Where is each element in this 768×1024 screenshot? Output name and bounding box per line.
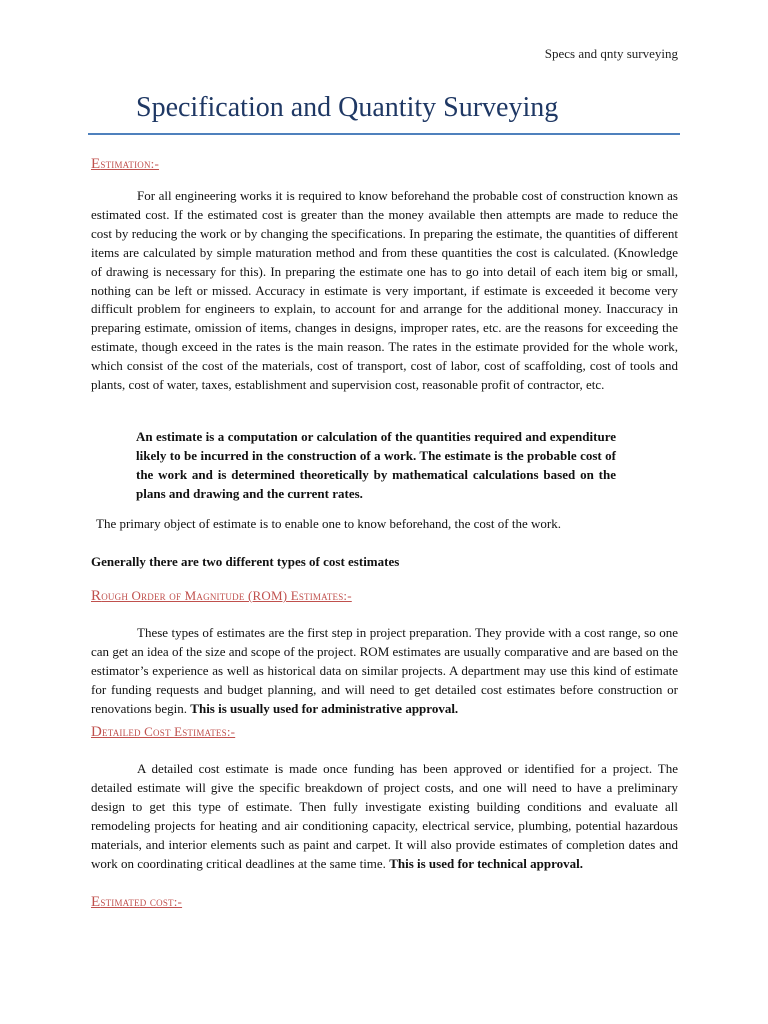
detailed-approval-note: This is used for technical approval. (389, 855, 584, 871)
section-heading-detailed (91, 724, 235, 741)
rom-paragraph-text: These types of estimates are the first step in project preparation. They provide with a cost range, so one can get an idea of the size and scope of the project. ROM estimates are usually comparative and are based on the estimator’s experience as well as historical data on similar projects. A department may use this kind of estimate for funding requests and budget planning, and will need to get detailed cost estimates before construction or renovations begin. (91, 625, 678, 716)
estimation-paragraph: For all engineering works it is required to know beforehand the probable cost of construction known as estimated cost. If the estimated cost is greater than the money available then attempts are made to reduce the cost by reducing the work or by changing the specifications. In preparing the estimate, the quantities of different items are calculated by simple maturation method and from these quantities the cost is calculated. (Knowledge of drawing is necessary for this). In preparing the estimate one has to go into detail of each item big or small, nothing can be left or missed. Accuracy in estimate is very important, if estimate is exceeded it become very difficult problem for engineers to explain, to account for and arrange for the additional money. Inaccuracy in preparing estimate, omission of items, changes in designs, improper rates, etc. are the reasons for exceeding the estimate, though exceed in the rates is the main reason. The rates in the estimate provided for the whole work, which consist of the cost of the materials, cost of transport, cost of labor, cost of scaffolding, cost of tools and plants, cost of water, taxes, establishment and supervision cost, reasonable profit of contractor, etc. (91, 188, 678, 393)
rom-approval-note: This is usually used for administrative approval. (190, 700, 459, 716)
heading-text: etailed Cost Estimates:- (102, 724, 236, 739)
running-header: Specs and qnty surveying (544, 46, 678, 61)
rom-paragraph (91, 624, 678, 719)
section-heading-rom (91, 588, 352, 605)
page-title: Specification and Quantity Surveying (136, 92, 559, 123)
heading-initial: R (91, 588, 102, 604)
section-heading-estimation (91, 156, 159, 173)
detailed-paragraph-text: A detailed cost estimate is made once funding has been approved or identified for a project. The detailed estimate will give the specific breakdown of project costs, and one will need to have a preliminary design to get this type of estimate. Then fully investigate existing building conditions and evaluate all remodeling projects for heating and air conditioning capacity, electrical service, plumbing, potential hazardous materials, and interior elements such as paint and carpet. It will also provide estimates of completion dates and work on coordinating critical deadlines at the same time. (91, 761, 678, 871)
heading-text: stimation:- (100, 156, 160, 171)
heading-text: ough Order of Magnitude (ROM) Estimates:- (101, 588, 352, 603)
heading-initial: E (91, 156, 101, 172)
types-intro-text: Generally there are two different types of cost estimates (91, 554, 400, 569)
estimate-definition: An estimate is a computation or calculation of the quantities required and expenditure likely to be incurred in the construction of a work. The estimate is the probable cost of the work and is determined theoretically by mathematical calculations based on the plans and drawing and the current rates. (136, 429, 616, 501)
heading-initial: E (91, 894, 101, 910)
heading-initial: D (91, 724, 103, 740)
section-heading-estimated-cost (91, 894, 182, 911)
detailed-paragraph (91, 760, 678, 873)
heading-text: stimated cost:- (100, 894, 183, 909)
title-divider (88, 133, 680, 135)
primary-object-text: The primary object of estimate is to enable one to know beforehand, the cost of the work. (96, 516, 561, 531)
